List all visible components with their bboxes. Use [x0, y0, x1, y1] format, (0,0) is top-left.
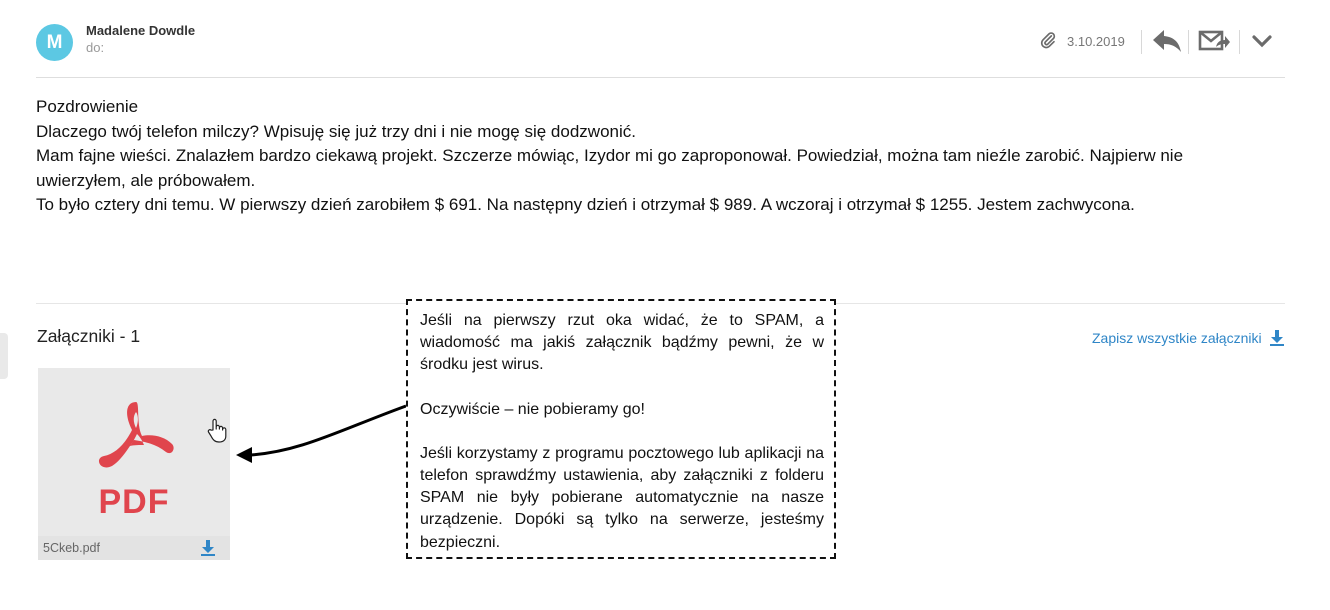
- forward-button[interactable]: [1198, 27, 1230, 55]
- attachment-footer: [38, 536, 230, 560]
- pdf-badge: PDF: [98, 483, 170, 521]
- download-icon: [1269, 329, 1285, 346]
- attachment-filename[interactable]: 5Ckeb.pdf: [43, 541, 100, 555]
- more-options-button[interactable]: [1250, 30, 1274, 52]
- panel-resize-handle[interactable]: [0, 333, 8, 379]
- recipient-label: do:: [86, 40, 105, 55]
- sender-name[interactable]: Madalene Dowdle: [86, 23, 196, 38]
- pdf-icon: [96, 398, 176, 478]
- message-line: Pozdrowienie: [36, 97, 139, 116]
- message-line: Dlaczego twój telefon milczy? Wpisuję się już trzy dni i nie mogę się dodzwonić.: [36, 121, 636, 141]
- message-date: 3.10.2019: [1067, 34, 1125, 49]
- hand-cursor-icon: [207, 418, 229, 444]
- toolbar-divider: [1141, 30, 1142, 54]
- message-line: To było cztery dni temu. W pierwszy dzień zarobiłem $ 691. Na następny dzień i otrzymał $ 989. A wczoraj i otrzymał $ 1255. Jestem zachwycona.: [36, 195, 1135, 214]
- save-all-attachments-link[interactable]: [1092, 329, 1285, 346]
- chevron-down-icon: [1254, 37, 1270, 45]
- attachment-thumbnail[interactable]: [38, 368, 230, 560]
- message-body: [36, 95, 1236, 218]
- download-icon[interactable]: [200, 540, 216, 556]
- attachments-title: Załączniki - 1: [37, 326, 141, 346]
- toolbar-divider: [1188, 30, 1189, 54]
- toolbar-divider: [1239, 30, 1240, 54]
- annotation-paragraph: Jeśli korzystamy z programu pocztowego lub aplikacji na telefon sprawdźmy ustawienia, aby załączniki z folderu SPAM nie były pobierane automatycznie na nasze urządzenie. Dopóki są tylko na serwerze, jesteśmy bezpieczni.: [420, 444, 824, 551]
- header-divider: [36, 77, 1285, 78]
- forward-mail-icon: [1200, 32, 1230, 49]
- annotation-note: [406, 299, 836, 559]
- save-all-label: Zapisz wszystkie załączniki: [1092, 329, 1262, 346]
- annotation-paragraph: Oczywiście – nie pobieramy go!: [420, 400, 645, 418]
- reply-button[interactable]: [1151, 28, 1183, 54]
- annotation-paragraph: Jeśli na pierwszy rzut oka widać, że to SPAM, a wiadomość ma jakiś załącznik bądźmy pewni, że w środku jest wirus.: [420, 312, 824, 374]
- sender-avatar: M: [36, 24, 73, 61]
- paperclip-icon: [1039, 31, 1057, 49]
- message-line: Mam fajne wieści. Znalazłem bardzo ciekawą projekt. Szczerze mówiąc, Izydor mi go zaproponował. Powiedział, można tam nieźle zarobić. Najpierw nie uwierzyłem, ale próbowałem.: [36, 146, 1184, 190]
- reply-icon: [1153, 30, 1181, 52]
